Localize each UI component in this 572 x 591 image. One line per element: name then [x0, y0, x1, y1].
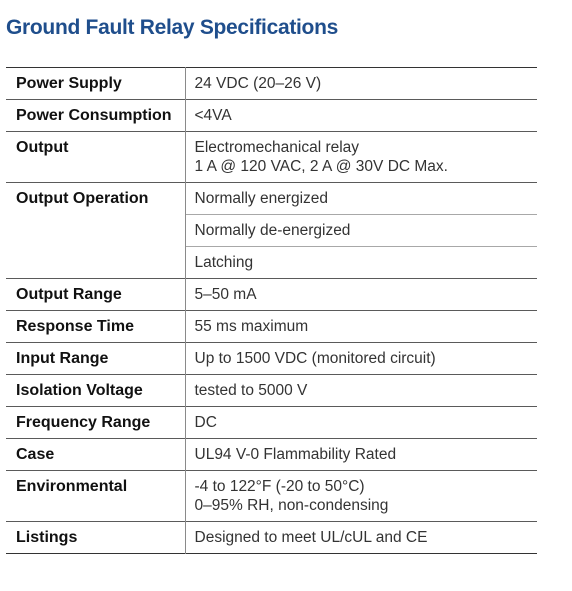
spec-value-isolation-voltage: tested to 5000 V — [185, 375, 537, 407]
spec-label-power-supply: Power Supply — [16, 75, 122, 92]
spec-value-line: 1 A @ 120 VAC, 2 A @ 30V DC Max. — [194, 158, 448, 175]
table-row — [6, 100, 537, 132]
spec-value-input-range: Up to 1500 VDC (monitored circuit) — [185, 343, 537, 375]
spec-label-listings: Listings — [16, 529, 78, 546]
table-row — [6, 311, 537, 343]
spec-value-output-range: 5–50 mA — [185, 279, 537, 311]
table-row — [6, 439, 537, 471]
spec-value-power-consumption: <4VA — [185, 100, 537, 132]
spec-value-output-operation-option: Normally de-energized — [185, 215, 537, 247]
table-row — [6, 471, 537, 522]
table-row — [6, 343, 537, 375]
spec-label-output-range: Output Range — [16, 286, 122, 303]
spec-value-response-time: 55 ms maximum — [185, 311, 537, 343]
spec-value-output-operation-option: Latching — [185, 247, 537, 279]
table-row — [6, 407, 537, 439]
table-row — [6, 375, 537, 407]
table-row — [6, 132, 537, 183]
spec-value-line: 0–95% RH, non-condensing — [194, 497, 389, 514]
spec-label-output-operation: Output Operation — [16, 190, 149, 207]
spec-value-environmental — [185, 471, 537, 522]
spec-value-case: UL94 V-0 Flammability Rated — [185, 439, 537, 471]
spec-label-output: Output — [16, 139, 69, 156]
spec-value-power-supply: 24 VDC (20–26 V) — [185, 68, 537, 100]
page-title: Ground Fault Relay Specifications — [6, 16, 338, 39]
spec-value-output-operation-option: Normally energized — [185, 183, 537, 215]
spec-label-environmental: Environmental — [16, 478, 128, 495]
table-row — [6, 68, 537, 100]
spec-value-frequency-range: DC — [185, 407, 537, 439]
spec-label-power-consumption: Power Consumption — [16, 107, 172, 124]
spec-value-listings: Designed to meet UL/cUL and CE — [185, 522, 537, 554]
spec-value-line: -4 to 122°F (-20 to 50°C) — [194, 478, 365, 495]
specifications-table — [6, 67, 537, 554]
spec-label-isolation-voltage: Isolation Voltage — [16, 382, 143, 399]
table-row — [6, 279, 537, 311]
spec-label-input-range: Input Range — [16, 350, 109, 367]
table-row — [6, 183, 537, 215]
spec-value-output — [185, 132, 537, 183]
table-row — [6, 522, 537, 554]
spec-label-frequency-range: Frequency Range — [16, 414, 151, 431]
spec-label-case: Case — [16, 446, 55, 463]
spec-label-response-time: Response Time — [16, 318, 134, 335]
spec-value-line: Electromechanical relay — [194, 139, 360, 156]
